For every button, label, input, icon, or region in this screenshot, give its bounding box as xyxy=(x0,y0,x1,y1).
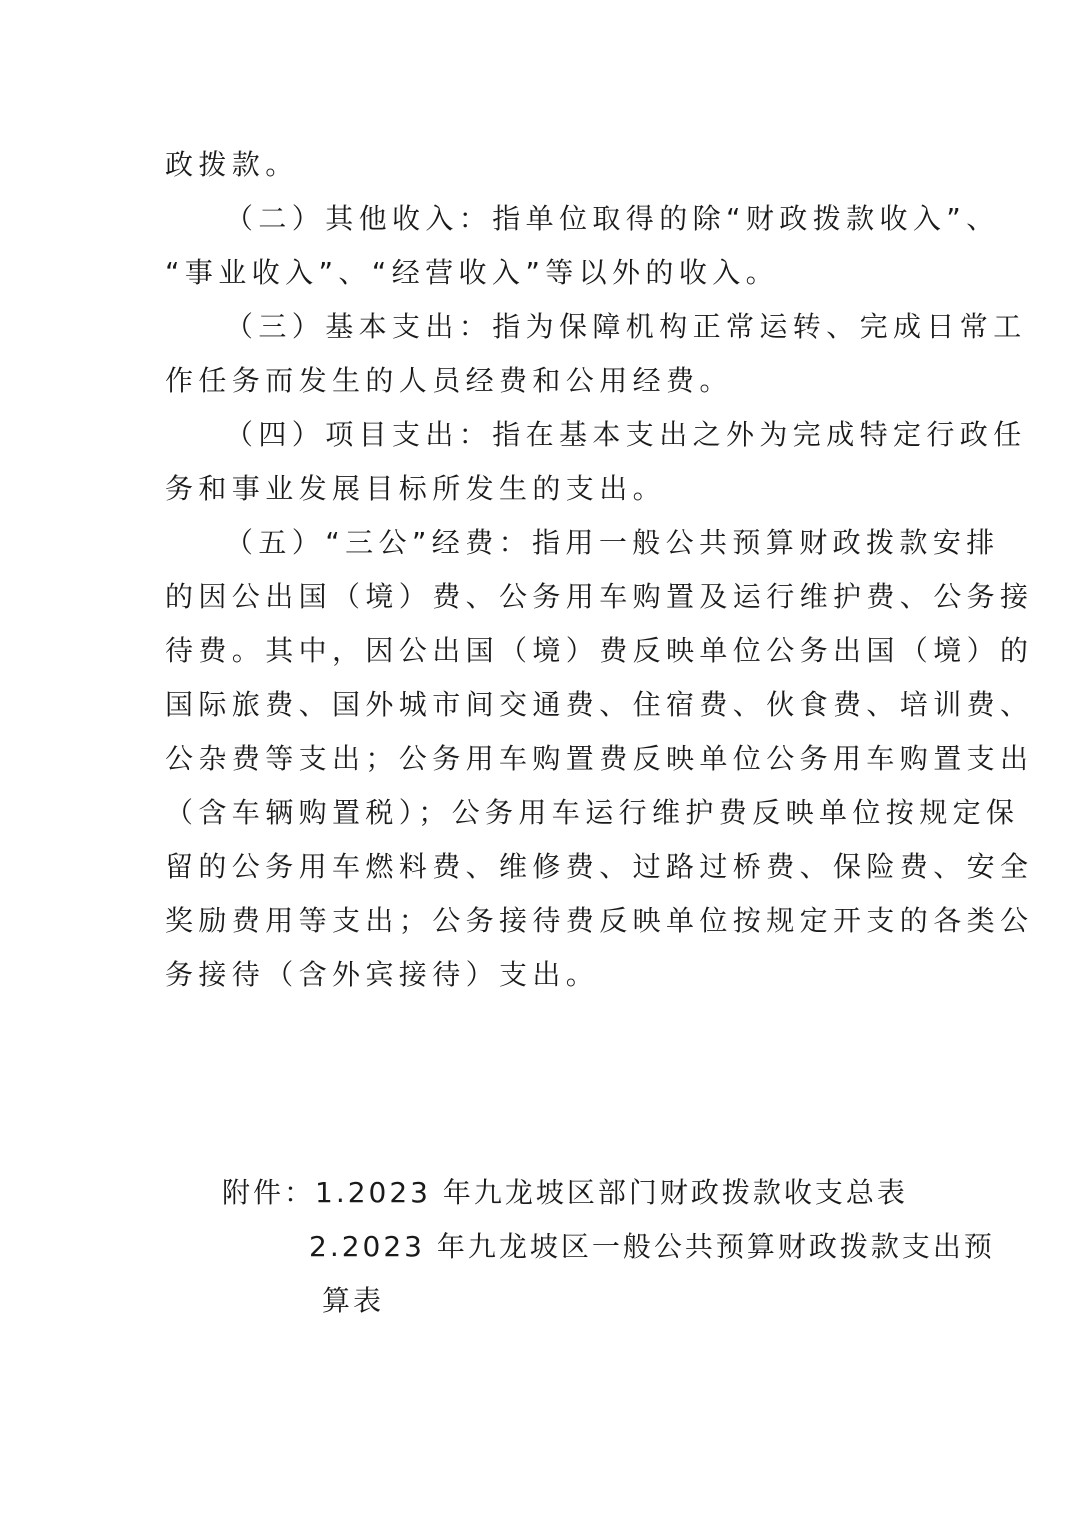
text-line: 留的公务用车燃料费、维修费、过路过桥费、保险费、安全 xyxy=(165,850,1034,883)
text-line: （含车辆购置税）；公务用车运行维护费反映单位按规定保 xyxy=(165,796,1020,829)
attachment-1: 附件：1.2023 年九龙坡区部门财政拨款收支总表 xyxy=(222,1176,908,1209)
text-line: 务接待（含外宾接待）支出。 xyxy=(165,958,600,991)
body-text xyxy=(165,138,1034,1002)
paragraph-three-public: （五）“三公”经费：指用一般公共预算财政拨款安排 xyxy=(225,526,1000,559)
text-line: “事业收入”、“经营收入”等以外的收入。 xyxy=(165,256,780,289)
text-line: 的因公出国（境）费、公务用车购置及运行维护费、公务接 xyxy=(165,580,1034,613)
text-line: 务和事业发展目标所发生的支出。 xyxy=(165,472,667,505)
text-line: 奖励费用等支出；公务接待费反映单位按规定开支的各类公 xyxy=(165,904,1034,937)
text-line: 公杂费等支出；公务用车购置费反映单位公务用车购置支出 xyxy=(165,742,1034,775)
text-line: 国际旅费、国外城市间交通费、住宿费、伙食费、培训费、 xyxy=(165,688,1034,721)
text-line: 待费。其中，因公出国（境）费反映单位公务出国（境）的 xyxy=(165,634,1034,667)
attachment-2: 2.2023 年九龙坡区一般公共预算财政拨款支出预 xyxy=(309,1230,995,1263)
paragraph-project-expenditure: （四）项目支出：指在基本支出之外为完成特定行政任 xyxy=(225,418,1027,451)
attachments-list xyxy=(222,1166,995,1328)
paragraph-basic-expenditure: （三）基本支出：指为保障机构正常运转、完成日常工 xyxy=(225,310,1027,343)
text-line: 政拨款。 xyxy=(165,148,299,181)
attachment-2-continued: 算表 xyxy=(322,1284,385,1317)
paragraph-other-income: （二）其他收入：指单位取得的除“财政拨款收入”、 xyxy=(225,202,1000,235)
text-line: 作任务而发生的人员经费和公用经费。 xyxy=(165,364,733,397)
